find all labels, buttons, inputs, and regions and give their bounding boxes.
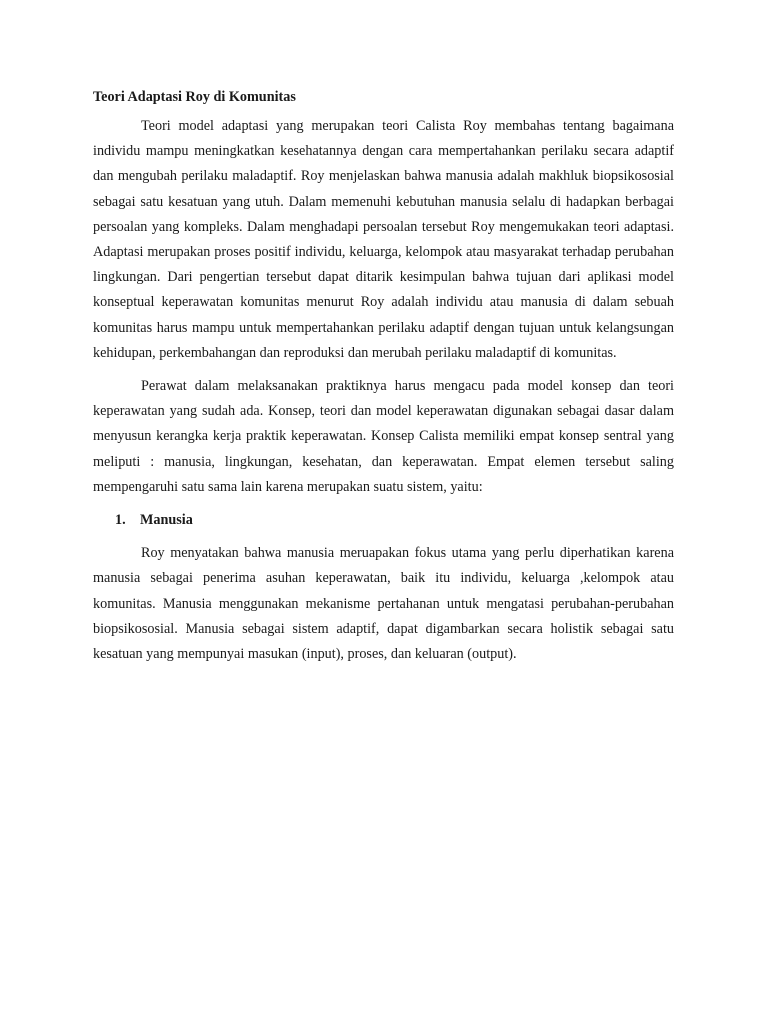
paragraph-concepts: Perawat dalam melaksanakan praktiknya harus mengacu pada model konsep dan teori keperawatan yang sudah ada. Konsep, teori dan model keperawatan digunakan sebagai dasar dalam menyusun kerangka kerja praktik keperawatan. Konsep Calista memiliki empat konsep sentral yang meliputi : manusia, lingkungan, kesehatan, dan keperawatan. Empat elemen tersebut saling mempengaruhi satu sama lain karena merupakan suatu sistem, yaitu: bbox=[93, 378, 674, 495]
document-title: Teori Adaptasi Roy di Komunitas bbox=[93, 89, 296, 105]
section-title: Manusia bbox=[140, 512, 193, 529]
section-number: 1. bbox=[115, 512, 126, 529]
document-body bbox=[93, 86, 674, 675]
section-heading bbox=[93, 508, 674, 533]
paragraph-intro: Teori model adaptasi yang merupakan teori Calista Roy membahas tentang bagaimana individu mampu meningkatkan kesehatannya dengan cara mempertahankan perilaku secara adaptif dan mengubah perilaku maladaptif. Roy menjelaskan bahwa manusia adalah makhluk biopsikososial sebagai satu kesatuan yang utuh. Dalam memenuhi kebutuhan manusia selalu di hadapkan berbagai persoalan yang kompleks. Dalam menghadapi persoalan tersebut Roy mengemukakan teori adaptasi. Adaptasi merupakan proses positif individu, keluarga, kelompok atau masyarakat terhadap perubahan lingkungan. Dari pengertian tersebut dapat ditarik kesimpulan bahwa tujuan dari aplikasi model konseptual keperawatan komunitas menurut Roy adalah individu atau manusia di dalam sebuah komunitas harus mampu untuk mempertahankan perilaku adaptif dengan tujuan untuk kelangsungan kehidupan, perkembahangan dan reproduksi dan merubah perilaku maladaptif di komunitas. bbox=[93, 118, 674, 361]
paragraph-manusia: Roy menyatakan bahwa manusia meruapakan fokus utama yang perlu diperhatikan karena manusia sebagai penerima asuhan keperawatan, baik itu individu, keluarga ,kelompok atau komunitas. Manusia menggunakan mekanisme pertahanan untuk mengatasi perubahan-perubahan biopsikososial. Manusia sebagai sistem adaptif, dapat digambarkan secara holistik sebagai satu kesatuan yang mempunyai masukan (input), proses, dan keluaran (output). bbox=[93, 545, 674, 663]
